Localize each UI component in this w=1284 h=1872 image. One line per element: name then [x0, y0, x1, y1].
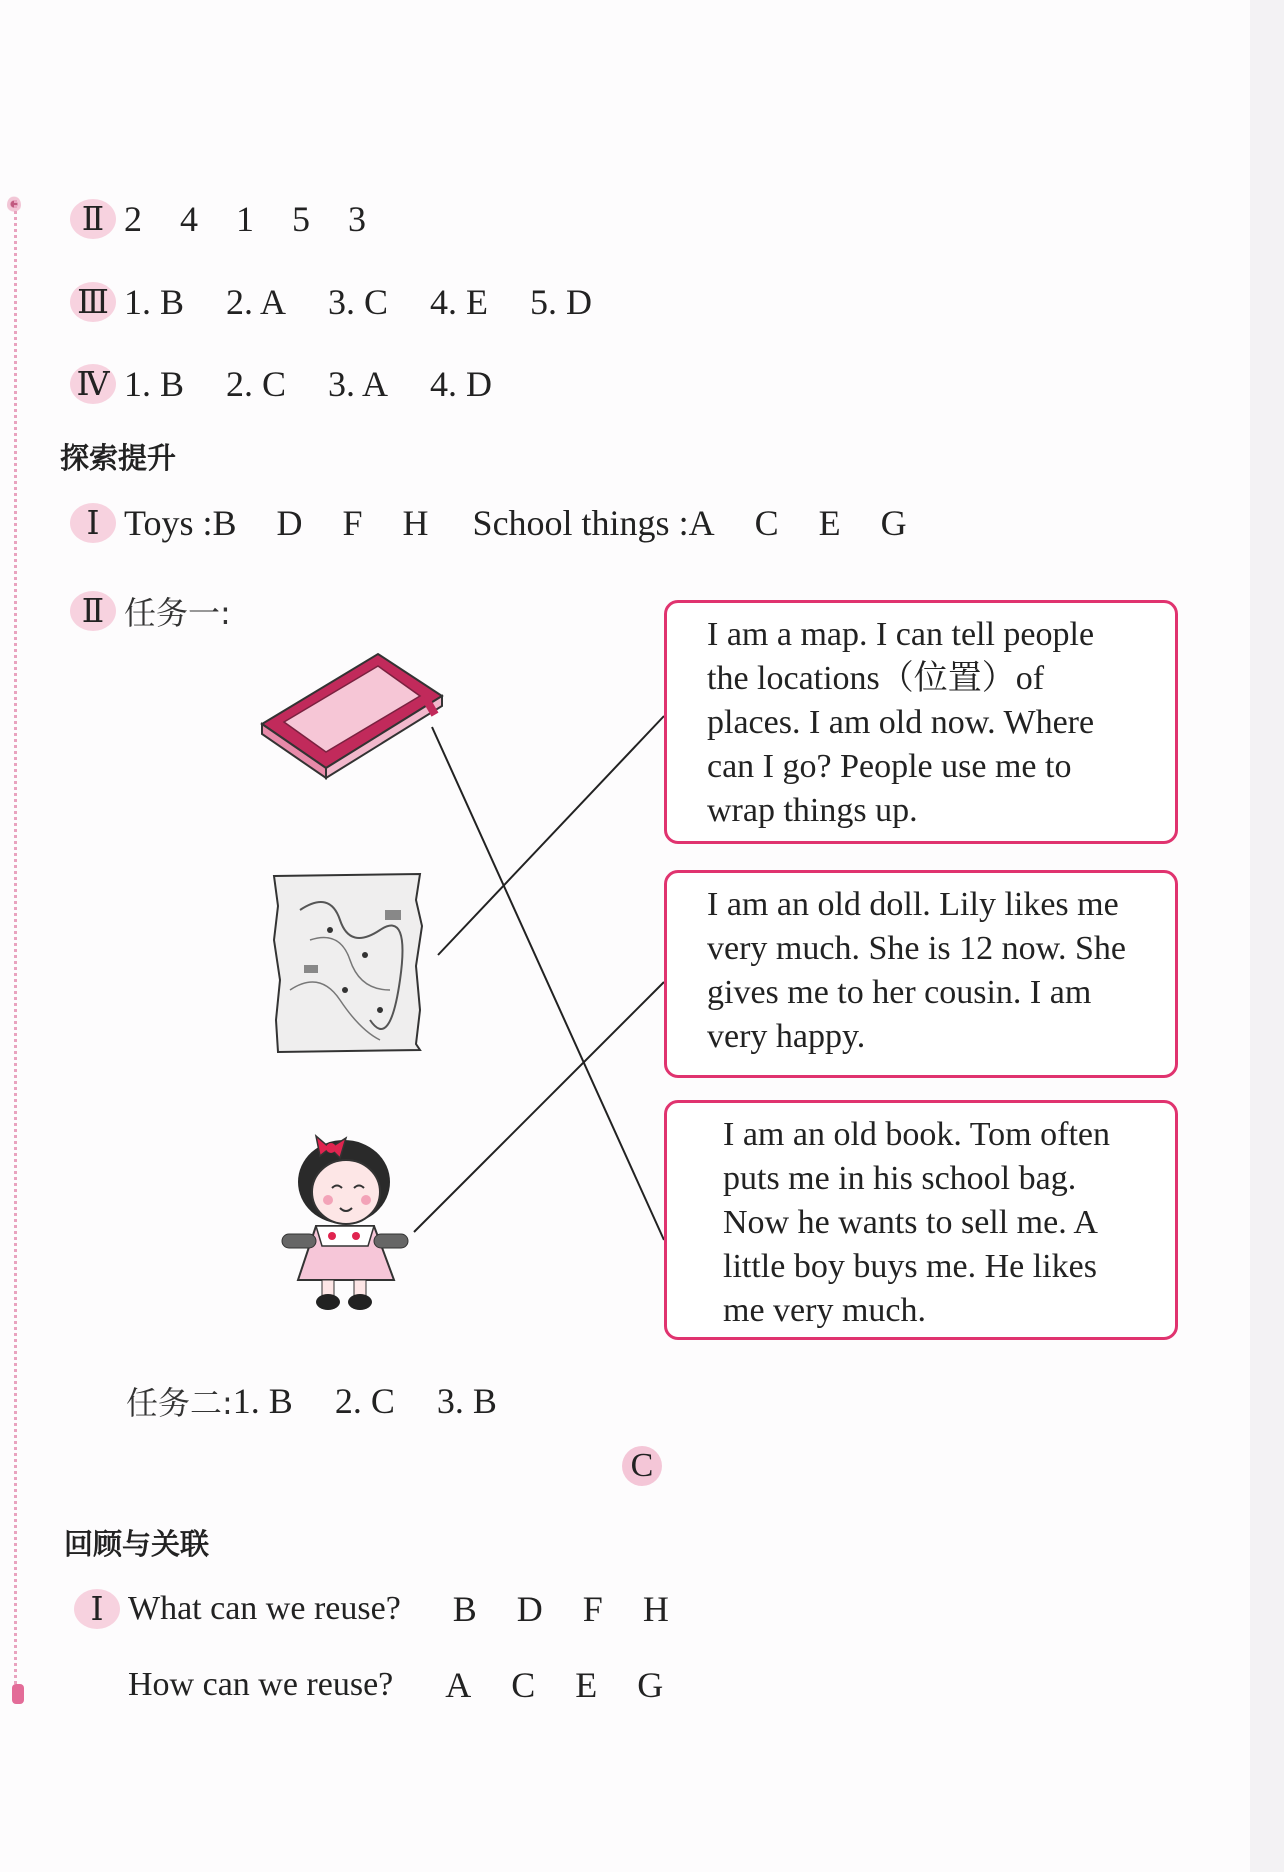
- card-line: little boy buys me. He likes: [723, 1248, 1097, 1285]
- task-two-label: 任务二:: [126, 1384, 233, 1422]
- question-text: What can we reuse?: [128, 1590, 401, 1627]
- answer: 2. C: [226, 364, 287, 404]
- answer: D: [276, 503, 303, 543]
- task-one-label: 任务一:: [124, 594, 231, 632]
- roman-numeral-badge: Ⅰ: [70, 503, 116, 543]
- answer: 1: [236, 199, 254, 239]
- card-line: Now he wants to sell me. A: [723, 1204, 1098, 1241]
- card-line: me very much.: [723, 1292, 926, 1329]
- review-q2-row: [128, 1664, 663, 1706]
- card-line: I am a map. I can tell people: [707, 616, 1095, 653]
- answer: 1. B: [124, 364, 185, 404]
- description-card-book: [664, 1100, 1178, 1340]
- answer: D: [516, 1589, 543, 1629]
- toys-label: Toys :: [124, 503, 213, 543]
- description-card-map: [664, 600, 1178, 844]
- answer: F: [342, 503, 363, 543]
- answer: E: [818, 503, 841, 543]
- answer: 4. D: [430, 364, 493, 404]
- answer: 2: [124, 199, 142, 239]
- section-heading-review: 回顾与关联: [64, 1527, 210, 1561]
- section-letter-badge: C: [622, 1446, 662, 1486]
- answer: 5. D: [530, 282, 593, 322]
- match-line-doll: [414, 982, 664, 1232]
- answer: H: [642, 1589, 669, 1629]
- card-line: can I go? People use me to: [707, 748, 1072, 785]
- roman-numeral-badge: Ⅱ: [70, 591, 116, 631]
- card-line: I am an old book. Tom often: [723, 1116, 1110, 1153]
- answer: H: [402, 503, 429, 543]
- roman-numeral-badge: Ⅱ: [70, 199, 116, 239]
- answer: A: [688, 503, 715, 543]
- card-line: places. I am old now. Where: [707, 704, 1095, 741]
- answer: G: [880, 503, 907, 543]
- answer: 3. C: [328, 282, 389, 322]
- card-line: puts me in his school bag.: [723, 1160, 1077, 1197]
- answer: 2. A: [226, 282, 287, 322]
- roman-numeral-badge: Ⅰ: [74, 1589, 120, 1629]
- answer: 5: [292, 199, 310, 239]
- question-text: How can we reuse?: [128, 1666, 394, 1703]
- answer: B: [452, 1589, 477, 1629]
- description-card-doll: [664, 870, 1178, 1078]
- answer: 1. B: [124, 282, 185, 322]
- roman-numeral-badge: Ⅲ: [70, 282, 116, 322]
- answer: C: [754, 503, 779, 543]
- answer: 3: [348, 199, 366, 239]
- answer: 3. B: [436, 1381, 497, 1421]
- answer: F: [582, 1589, 603, 1629]
- task-two-row: [126, 1378, 497, 1424]
- answer: G: [637, 1665, 664, 1705]
- answer: 4: [180, 199, 198, 239]
- answer: 2. C: [334, 1381, 395, 1421]
- answer: A: [445, 1665, 472, 1705]
- answer: 1. B: [232, 1381, 293, 1421]
- match-line-map: [438, 716, 664, 955]
- answer: E: [575, 1665, 598, 1705]
- answer: 4. E: [430, 282, 489, 322]
- card-line: gives me to her cousin. I am: [707, 974, 1092, 1011]
- card-line: I am an old doll. Lily likes me: [707, 886, 1119, 923]
- review-q1-row: [74, 1588, 669, 1630]
- card-line: wrap things up.: [707, 792, 918, 829]
- match-line-book: [432, 727, 664, 1240]
- card-line: very happy.: [707, 1018, 866, 1055]
- answer: C: [511, 1665, 536, 1705]
- roman-numeral-badge: Ⅳ: [70, 364, 116, 404]
- answer: B: [212, 503, 237, 543]
- section-heading-explore: 探索提升: [60, 441, 177, 475]
- answer: 3. A: [328, 364, 389, 404]
- card-line: the locations（位置）of: [707, 660, 1045, 697]
- card-line: very much. She is 12 now. She: [707, 930, 1126, 967]
- school-things-label: School things :: [472, 503, 689, 543]
